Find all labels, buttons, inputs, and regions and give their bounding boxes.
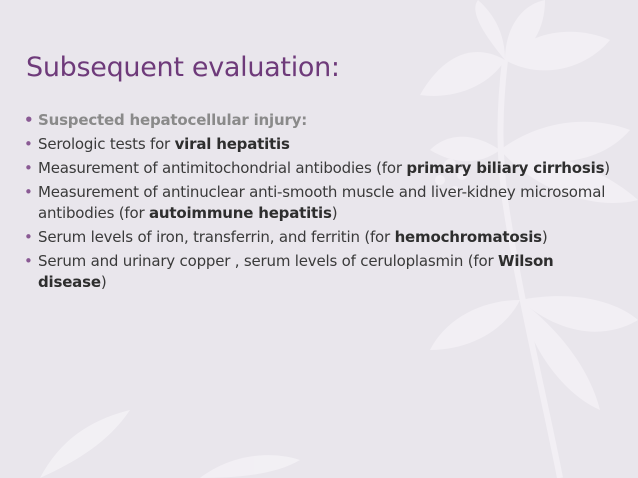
bullet-text: Serum and urinary copper , serum levels of ceruloplasmin (for bbox=[38, 252, 498, 270]
bullet-text: Serum levels of iron, transferrin, and ferritin (for bbox=[38, 228, 395, 246]
bullet-text: Measurement of antinuclear anti-smooth muscle and liver-kidney microsomal antibodies (for bbox=[38, 183, 606, 222]
bullet-emphasis: autoimmune hepatitis bbox=[149, 204, 332, 222]
bullet-emphasis: primary biliary cirrhosis bbox=[406, 159, 605, 177]
bullet-emphasis: hemochromatosis bbox=[394, 228, 542, 246]
bullet-list bbox=[24, 110, 614, 296]
bullet-text-end: ) bbox=[604, 159, 610, 177]
slide-title: Subsequent evaluation: bbox=[26, 52, 340, 83]
bullet-item-primary-biliary-cirrhosis bbox=[24, 158, 614, 179]
bullet-text-end: ) bbox=[331, 204, 338, 222]
bullet-item-wilson-disease bbox=[24, 251, 614, 293]
bullet-text-end: ) bbox=[541, 228, 548, 246]
bullet-text: Serologic tests for bbox=[38, 135, 175, 153]
bullet-text: Measurement of antimitochondrial antibodies (for bbox=[38, 159, 407, 177]
bullet-item-hemochromatosis bbox=[24, 227, 614, 248]
bullet-emphasis: Wilson disease bbox=[38, 252, 554, 291]
bullet-text-end: ) bbox=[100, 273, 107, 291]
bullet-item-autoimmune-hepatitis bbox=[24, 182, 614, 224]
bullet-text: Suspected hepatocellular injury: bbox=[38, 111, 308, 129]
bullet-item-viral-hepatitis bbox=[24, 134, 614, 155]
bullet-emphasis: viral hepatitis bbox=[174, 135, 290, 153]
bullet-item-lead bbox=[24, 110, 614, 131]
